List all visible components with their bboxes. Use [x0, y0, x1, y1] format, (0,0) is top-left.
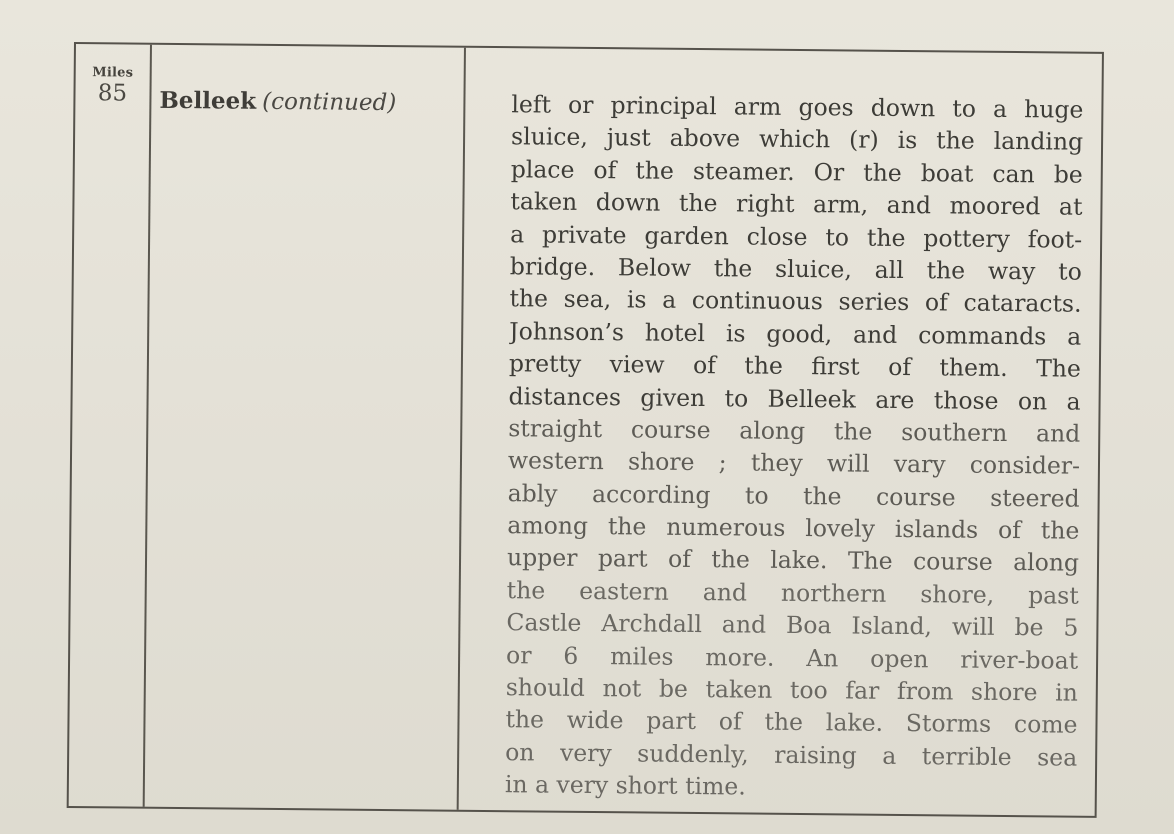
description-cell — [505, 88, 1084, 806]
description-line: sluice, just above which (r) is the landing — [510, 122, 1084, 157]
miles-header: Miles — [92, 65, 134, 81]
description-line: bridge. Below the sluice, all the way to — [509, 252, 1082, 286]
description-line: should not be taken too far from shore in — [505, 673, 1078, 707]
description-line: left or principal arm goes down to a huge — [511, 90, 1084, 124]
description-line: western shore ; they will vary consider- — [507, 446, 1081, 480]
distance-table — [67, 42, 1104, 818]
description-line: in a very short time. — [504, 770, 746, 801]
column-rule-place — [457, 48, 466, 810]
description-line: the wide part of the lake. Storms come — [505, 705, 1078, 740]
description-line: the eastern and northern shore, past — [506, 576, 1079, 610]
place-note: (continued) — [262, 88, 397, 117]
description-line: distances given to Belleek are those on a — [508, 381, 1081, 416]
place-cell — [159, 87, 459, 118]
description-line: ably according to the course steered — [507, 478, 1080, 513]
miles-cell — [77, 66, 147, 106]
miles-value: 85 — [97, 80, 128, 107]
description-line: Johnson’s hotel is good, and commands a — [509, 316, 1082, 351]
place-name: Belleek — [159, 86, 257, 115]
description-line: straight course along the southern and — [508, 414, 1081, 448]
description-line: or 6 miles more. An open river-boat — [506, 640, 1079, 675]
description-line: place of the steamer. Or the boat can be — [510, 154, 1083, 189]
description-line: a private garden close to the pottery foot- — [510, 219, 1083, 254]
description-line: the sea, is a continuous series of cataracts. — [509, 284, 1082, 319]
description-line: among the numerous lovely islands of the — [507, 511, 1080, 545]
description-line: upper part of the lake. The course along — [506, 543, 1080, 578]
column-rule-miles — [143, 45, 152, 807]
description-line: pretty view of the first of them. The — [508, 349, 1082, 383]
description-line: Castle Archdall and Boa Island, will be 5 — [506, 608, 1079, 642]
description-line: on very suddenly, raising a terrible sea — [505, 737, 1078, 772]
description-line: taken down the right arm, and moored at — [510, 187, 1083, 221]
